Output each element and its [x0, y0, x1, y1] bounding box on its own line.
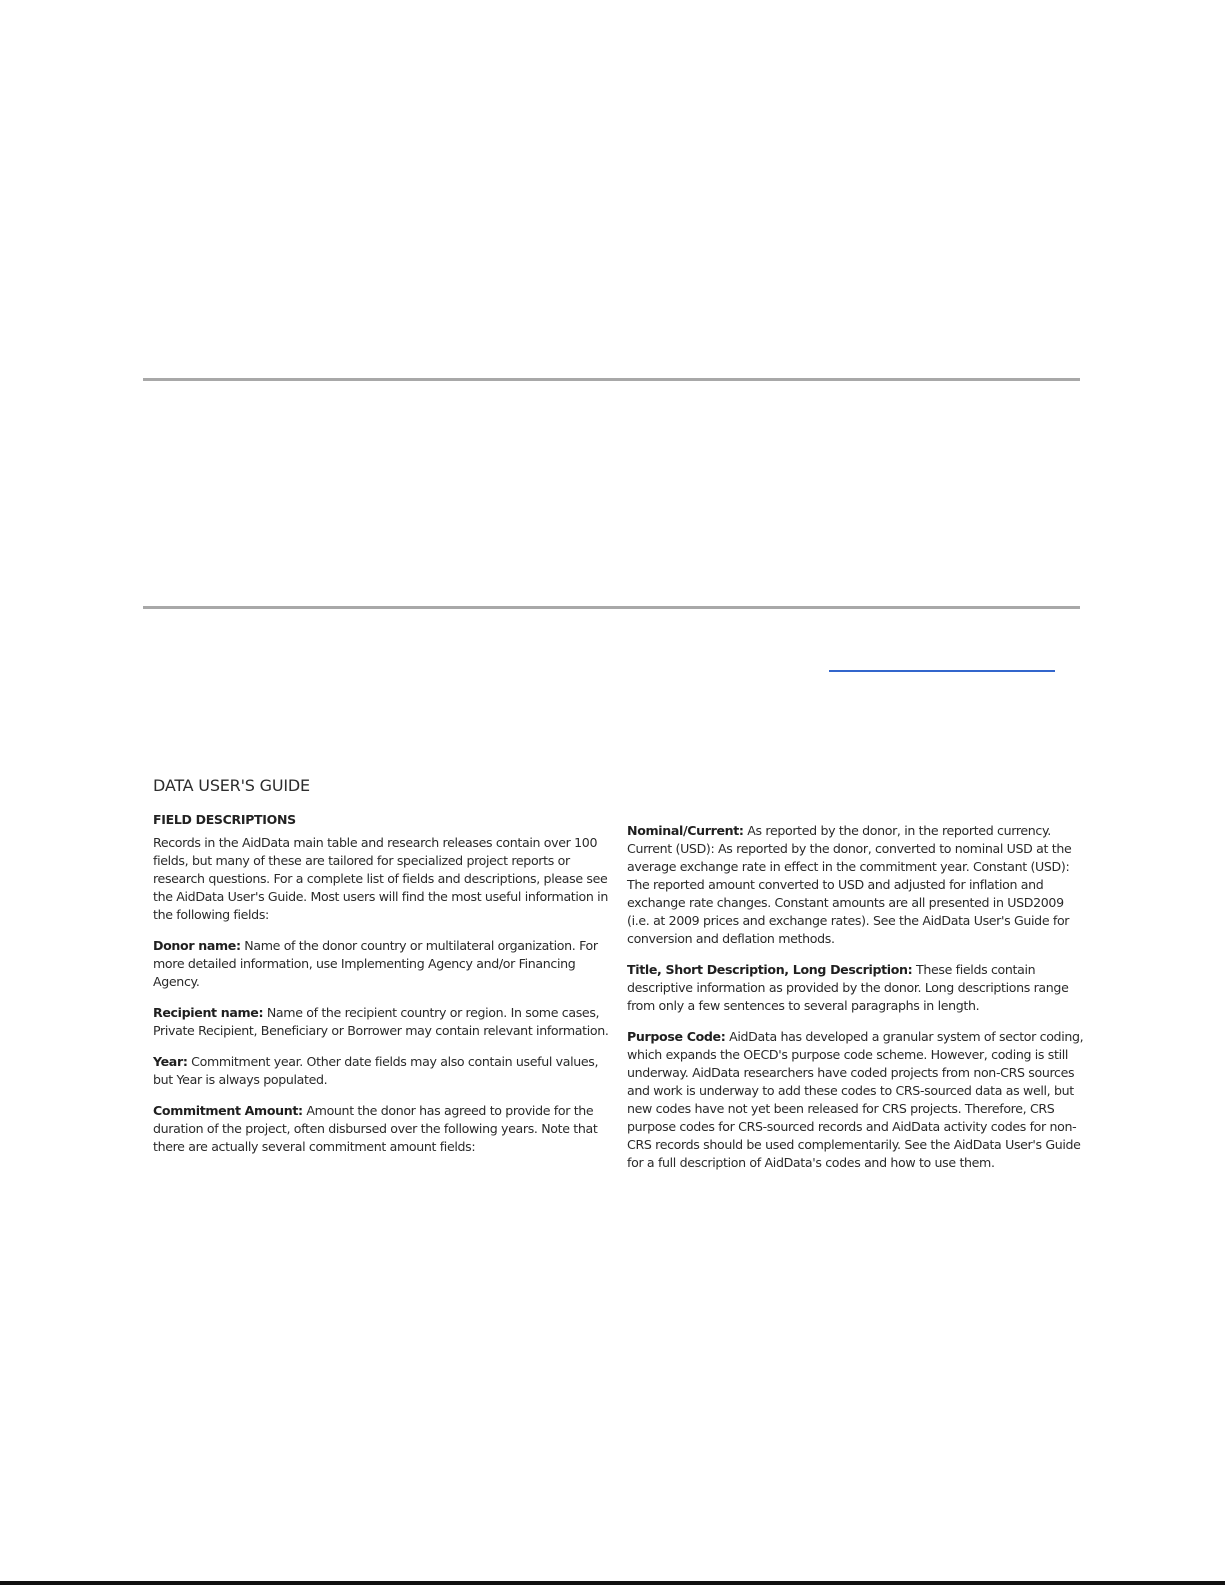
- field-title-descriptions: [627, 961, 1085, 1015]
- field-term: Purpose Code:: [627, 1029, 726, 1044]
- field-donor-name: [153, 937, 619, 991]
- field-purpose-code: [627, 1028, 1085, 1172]
- field-term: Year:: [153, 1054, 188, 1069]
- hyperlink-underline[interactable]: [829, 670, 1055, 672]
- field-recipient-name: [153, 1004, 619, 1040]
- guide-title: DATA USER'S GUIDE: [153, 776, 310, 795]
- horizontal-rule-bottom: [143, 606, 1080, 609]
- field-description: These fields contain descriptive information as provided by the donor. Long descriptions range from only a few sentences to several paragraphs in length.: [627, 962, 1069, 1013]
- field-term: Title, Short Description, Long Description:: [627, 962, 913, 977]
- field-nominal-current: [627, 822, 1085, 948]
- left-column: [153, 834, 619, 1169]
- field-term: Nominal/Current:: [627, 823, 744, 838]
- section-heading-field-descriptions: FIELD DESCRIPTIONS: [153, 812, 296, 827]
- horizontal-rule-top: [143, 378, 1080, 381]
- intro-paragraph: Records in the AidData main table and research releases contain over 100 fields, but many of these are tailored for specialized project reports or research questions. For a complete list of fields and descriptions, please see the AidData User's Guide. Most users will find the most useful information in the following fields:: [153, 835, 608, 922]
- field-commitment-amount: [153, 1102, 619, 1156]
- field-description: Name of the donor country or multilateral organization. For more detailed information, use Implementing Agency and/or Financing Agency.: [153, 938, 598, 989]
- field-term: Commitment Amount:: [153, 1103, 303, 1118]
- field-term: Recipient name:: [153, 1005, 264, 1020]
- field-year: [153, 1053, 619, 1089]
- field-description: As reported by the donor, in the reported currency. Current (USD): As reported by the donor, converted to nominal USD at the average exchange rate in effect in the commitment year. Constant (USD): The reported amount converted to USD and adjusted for inflation and exchange rate changes. Constant amounts are all presented in USD2009 (i.e. at 2009 prices and exchange rates). See the AidData User's Guide for conversion and deflation methods.: [627, 823, 1072, 946]
- field-description: Name of the recipient country or region. In some cases, Private Recipient, Beneficiary or Borrower may contain relevant information.: [153, 1005, 609, 1038]
- field-description: Commitment year. Other date fields may also contain useful values, but Year is always populated.: [153, 1054, 599, 1087]
- field-description: AidData has developed a granular system of sector coding, which expands the OECD's purpose code scheme. However, coding is still underway. AidData researchers have coded projects from non-CRS sources and work is underway to add these codes to CRS-sourced data as well, but new codes have not yet been released for CRS projects. Therefore, CRS purpose codes for CRS-sourced records and AidData activity codes for non-CRS records should be used complementarily. See the AidData User's Guide for a full description of AidData's codes and how to use them.: [627, 1029, 1084, 1170]
- field-description: Amount the donor has agreed to provide for the duration of the project, often disbursed over the following years. Note that there are actually several commitment amount fields:: [153, 1103, 598, 1154]
- field-term: Donor name:: [153, 938, 241, 953]
- right-column: [627, 822, 1085, 1185]
- page-bottom-border: [0, 1581, 1225, 1585]
